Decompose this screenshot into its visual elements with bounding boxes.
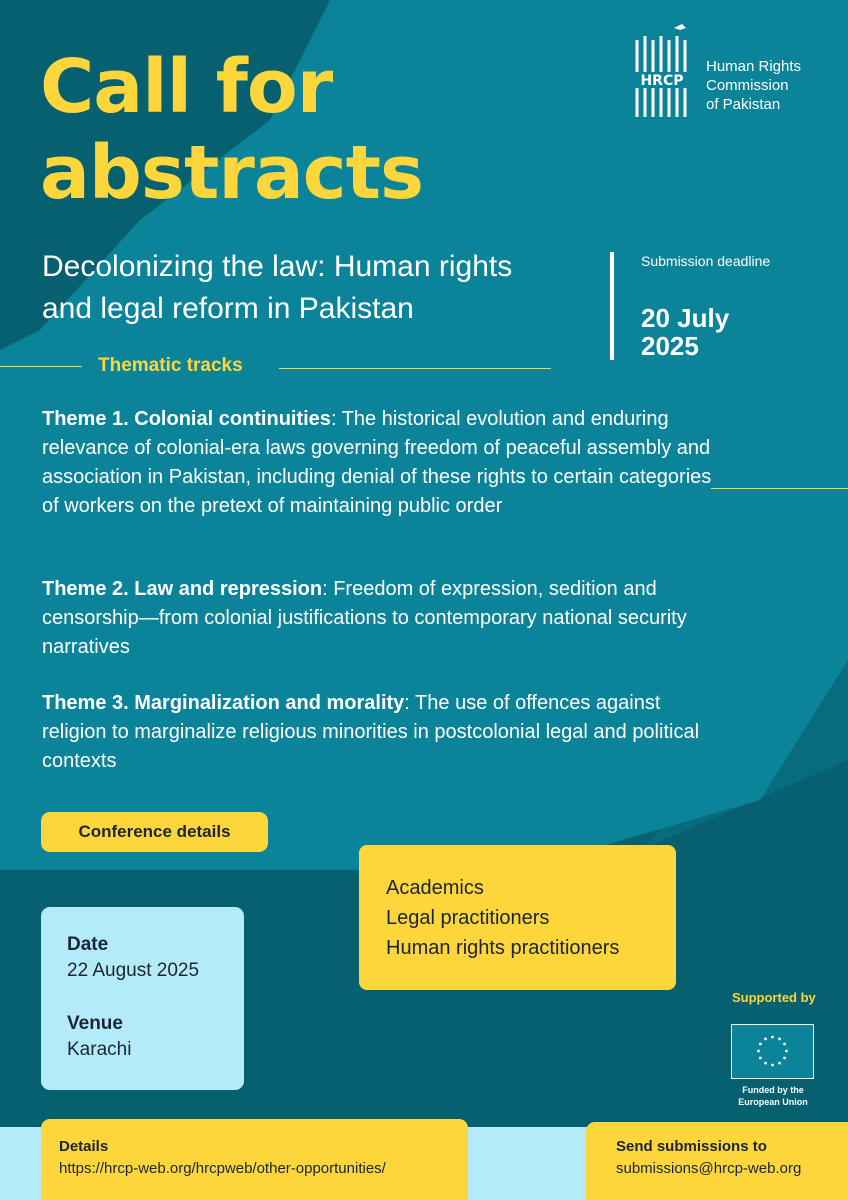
venue-label: Venue [67, 1013, 123, 1034]
details-link[interactable]: https://hrcp-web.org/hrcpweb/other-opportunities/ [59, 1160, 386, 1177]
main-title [40, 44, 600, 216]
event-title-line-1: Decolonizing the law: Human rights [42, 250, 513, 283]
audience-item: Human rights practitioners [386, 937, 620, 959]
theme-1-title: Theme 1. Colonial continuities [42, 408, 331, 430]
logo-name-line: of Pakistan [706, 96, 781, 113]
venue-value: Karachi [67, 1039, 132, 1060]
deadline-label: Submission deadline [641, 253, 771, 269]
eu-flag-icon [731, 1024, 814, 1079]
logo-abbr: HRCP [640, 73, 684, 89]
submissions-box [586, 1122, 848, 1200]
funded-by-eu-text [722, 1084, 824, 1108]
tracks-rule-left [0, 366, 82, 367]
tracks-heading: Thematic tracks [98, 355, 243, 376]
theme-2-body: : Freedom of expression, sedition and censorship—from colonial justifications to contemporary national security narratives [42, 578, 687, 658]
deadline-date [641, 304, 791, 360]
theme-2 [42, 575, 722, 662]
theme-3 [42, 689, 722, 776]
date-venue-box [41, 907, 244, 1090]
theme-2-title: Theme 2. Law and repression [42, 578, 323, 600]
submissions-label: Send submissions to [616, 1138, 767, 1155]
details-label: Details [59, 1138, 109, 1155]
side-rule [711, 488, 848, 489]
theme-1 [42, 405, 722, 521]
theme-1-body: : The historical evolution and enduring relevance of colonial-era laws governing freedom of peaceful assembly and association in Pakistan, including denial of these rights to certain categories of workers on the pretext of maintaining public order [42, 408, 712, 517]
conference-details-label: Conference details [41, 812, 268, 852]
event-title [42, 246, 602, 330]
deadline-date-line-1: 20 July [641, 303, 730, 333]
date-label: Date [67, 934, 109, 955]
submissions-email-link[interactable]: submissions@hrcp-web.org [616, 1160, 802, 1177]
audience-item: Academics [386, 877, 484, 899]
audience-box [359, 845, 676, 990]
title-line-2: abstracts [40, 130, 424, 216]
logo-name-line: Commission [706, 77, 789, 94]
tracks-rule-right [279, 368, 551, 369]
details-box [41, 1119, 468, 1200]
event-title-line-2: and legal reform in Pakistan [42, 292, 414, 325]
date-value: 22 August 2025 [67, 960, 200, 981]
supported-by-label: Supported by [732, 990, 816, 1005]
theme-3-body: : The use of offences against religion to marginalize religious minorities in postcolonial legal and political contexts [42, 692, 700, 772]
funded-line-2: European Union [738, 1097, 808, 1107]
dove-icon [674, 24, 686, 30]
title-line-1: Call for [40, 44, 333, 130]
logo-name-line: Human Rights [706, 58, 802, 75]
funded-line-1: Funded by the [742, 1085, 804, 1095]
deadline-date-line-2: 2025 [641, 331, 699, 361]
deadline-divider [610, 252, 614, 360]
theme-3-title: Theme 3. Marginalization and morality [42, 692, 405, 714]
logo-name [706, 57, 836, 114]
audience-item: Legal practitioners [386, 907, 550, 929]
